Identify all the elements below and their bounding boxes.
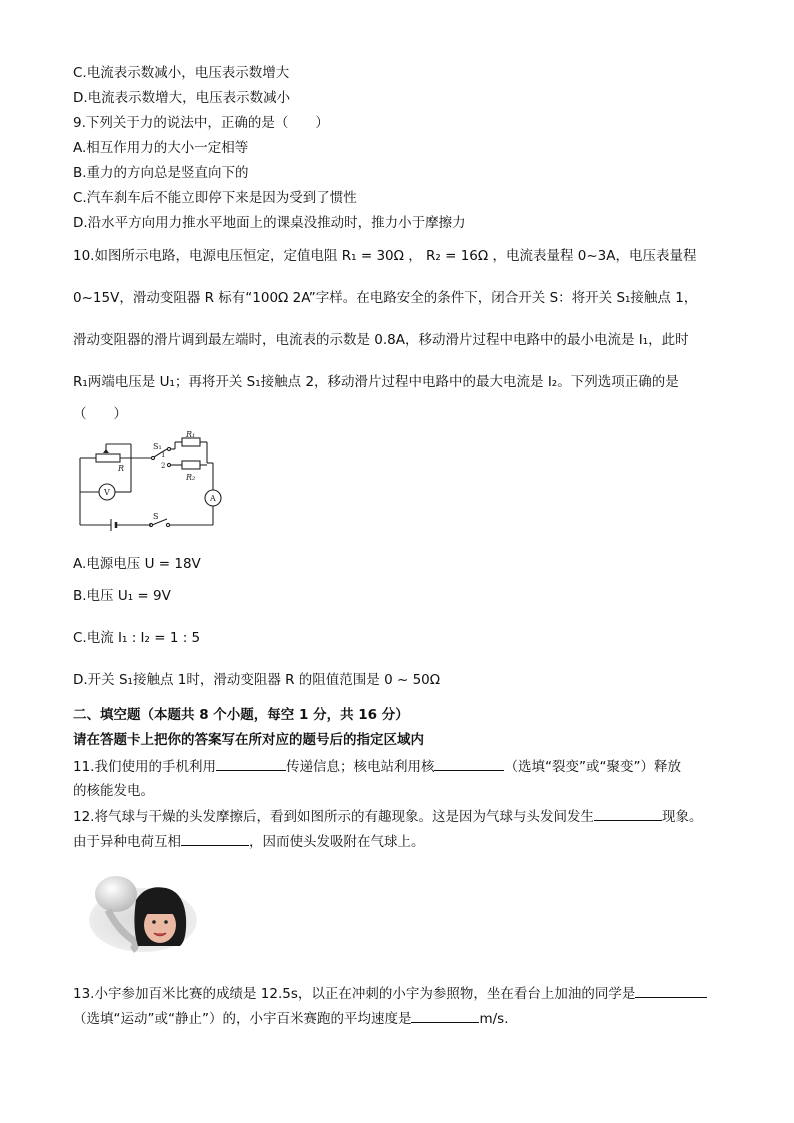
label-contact-1: 1 bbox=[161, 451, 166, 459]
q13-line1: 13.小宇参加百米比赛的成绩是 12.5s，以正在冲刺的小宇为参照物，坐在看台上加油的同学是 bbox=[73, 983, 707, 1004]
q10-line3: 滑动变阻器的滑片调到最左端时，电流表的示数是 0.8A，移动滑片过程中电路中的最小电流是 I₁，此时 bbox=[73, 332, 689, 348]
answer-blank bbox=[411, 1008, 479, 1023]
q11-line1: 11.我们使用的手机利用 传递信息；核电站利用核 （选填“裂变”或“聚变”）释放 bbox=[73, 756, 681, 777]
q12-line1: 12.将气球与干燥的头发摩擦后，看到如图所示的有趣现象。这是因为气球与头发间发生 现象。 bbox=[73, 806, 702, 827]
answer-blank bbox=[216, 756, 286, 771]
q8-option-c: C.电流表示数减小，电压表示数增大 bbox=[73, 65, 290, 81]
q9-option-b: B.重力的方向总是竖直向下的 bbox=[73, 165, 249, 181]
answer-blank bbox=[434, 756, 504, 771]
section-title: 二、填空题（本题共 8 个小题，每空 1 分，共 16 分） bbox=[73, 707, 409, 723]
q10-option-c: C.电流 I₁ : I₂ = 1 : 5 bbox=[73, 630, 201, 646]
q9-option-c: C.汽车刹车后不能立即停下来是因为受到了惯性 bbox=[73, 190, 357, 206]
q13-line2: （选填“运动”或“静止”）的，小宇百米赛跑的平均速度是 m/s. bbox=[73, 1008, 509, 1029]
q9-option-d: D.沿水平方向用力推水平地面上的课桌没推动时，推力小于摩擦力 bbox=[73, 215, 466, 231]
q9-stem: 9.下列关于力的说法中，正确的是（ ） bbox=[73, 115, 329, 131]
balloon-hair-photo bbox=[88, 870, 198, 954]
q10-option-a: A.电源电压 U = 18V bbox=[73, 556, 201, 572]
q10-line2: 0~15V，滑动变阻器 R 标有“100Ω 2A”字样。在电路安全的条件下，闭合开关 S：将开关 S₁接触点 1， bbox=[73, 290, 698, 306]
answer-blank bbox=[635, 983, 707, 998]
q9-option-a: A.相互作用力的大小一定相等 bbox=[73, 140, 249, 156]
label-r1: R₁ bbox=[186, 430, 196, 439]
answer-blank bbox=[594, 806, 662, 821]
q10-line1: 10.如图所示电路，电源电压恒定，定值电阻 R₁ = 30Ω ， R₂ = 16Ω ，电流表量程 0~3A，电压表量程 bbox=[73, 248, 697, 264]
label-s: S bbox=[153, 512, 159, 521]
label-r: R bbox=[118, 464, 125, 473]
label-r2: R₂ bbox=[186, 473, 196, 482]
circuit-diagram bbox=[73, 430, 243, 534]
q12-line2: 由于异种电荷互相 ，因而使头发吸附在气球上。 bbox=[73, 831, 425, 852]
q10-line5: （ ） bbox=[73, 406, 127, 422]
q8-option-d: D.电流表示数增大，电压表示数减小 bbox=[73, 90, 291, 106]
q11-line2: 的核能发电。 bbox=[73, 783, 154, 799]
label-s1: S₁ bbox=[153, 442, 162, 451]
section-instruction: 请在答题卡上把你的答案写在所对应的题号后的指定区域内 bbox=[73, 732, 424, 748]
q10-option-b: B.电压 U₁ = 9V bbox=[73, 588, 171, 604]
answer-blank bbox=[181, 831, 249, 846]
voltmeter-icon: V bbox=[104, 488, 110, 497]
label-contact-2: 2 bbox=[161, 462, 166, 470]
q10-line4: R₁两端电压是 U₁；再将开关 S₁接触点 2，移动滑片过程中电路中的最大电流是 I₂。下列选项正确的是 bbox=[73, 374, 679, 390]
q10-option-d: D.开关 S₁接触点 1时，滑动变阻器 R 的阻值范围是 0 ~ 50Ω bbox=[73, 672, 441, 688]
ammeter-icon: A bbox=[210, 494, 216, 503]
